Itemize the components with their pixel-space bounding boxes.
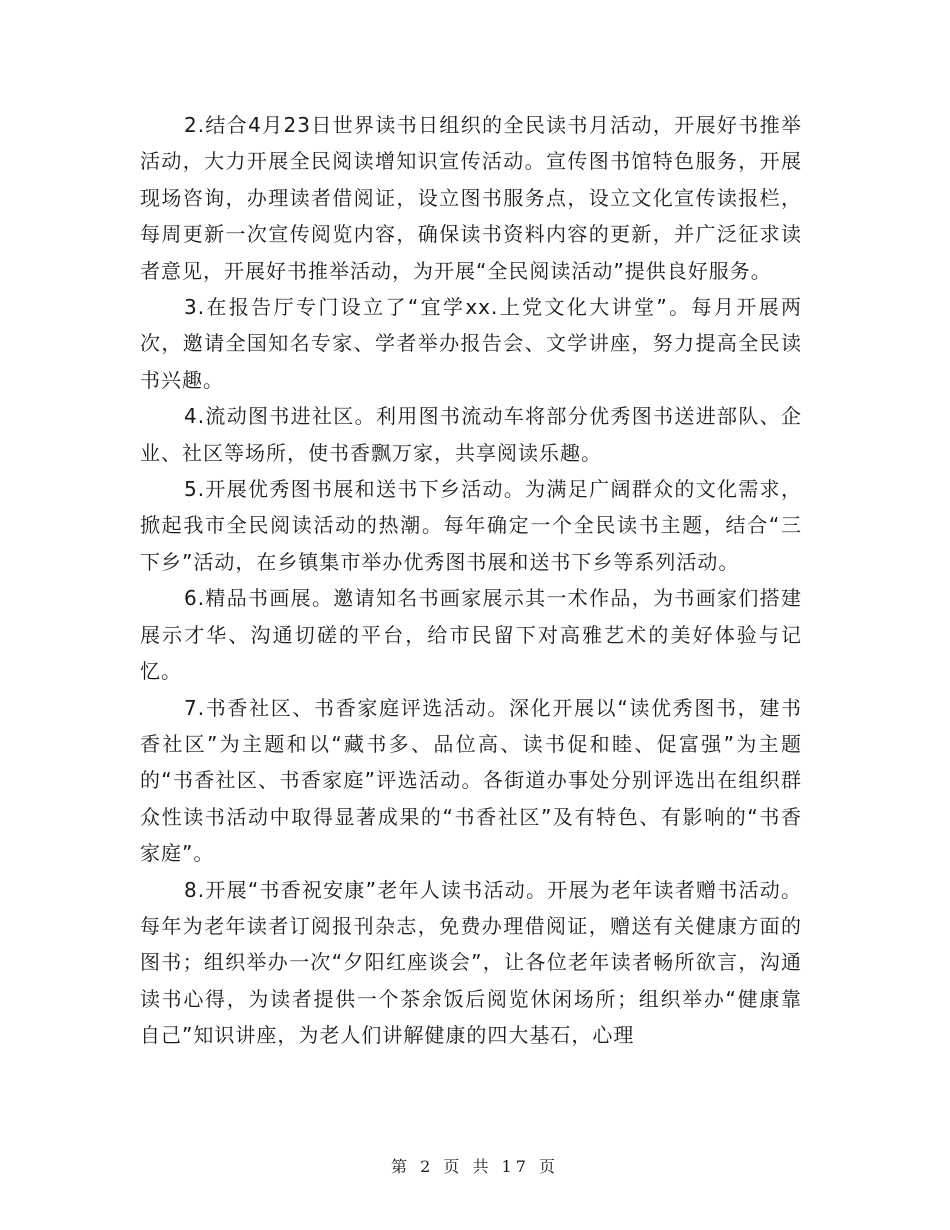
paragraph-item-4: 4.流动图书进社区。利用图书流动车将部分优秀图书送进部队、企业、社区等场所，使书香飘万家，共享阅读乐趣。: [140, 404, 802, 465]
paragraph-item-2: 2.结合4月23日世界读书日组织的全民读书月活动，开展好书推举活动，大力开展全民阅读增知识宣传活动。宣传图书馆特色服务，开展现场咨询，办理读者借阅证，设立图书服务点，设立文化宣传读报栏，每周更新一次宣传阅览内容，确保读书资料内容的更新，并广泛征求读者意见，开展好书推举活动，为开展“全民阅读活动”提供良好服务。: [140, 113, 802, 283]
page-number-footer: 第 2 页 共 17 页: [391, 1157, 559, 1176]
paragraph-item-5: 5.开展优秀图书展和送书下乡活动。为满足广阔群众的文化需求，掀起我市全民阅读活动的热潮。每年确定一个全民读书主题，结合“三下乡”活动，在乡镇集市举办优秀图书展和送书下乡等系列活动。: [140, 477, 802, 574]
paragraph-item-7: 7.书香社区、书香家庭评选活动。深化开展以“读优秀图书，建书香社区”为主题和以“藏书多、品位高、读书促和睦、促富强”为主题的“书香社区、书香家庭”评选活动。各街道办事处分别评选出在组织群众性读书活动中取得显著成果的“书香社区”及有特色、有影响的“书香家庭”。: [140, 695, 802, 866]
paragraph-item-3: 3.在报告厅专门设立了“宜学xx.上党文化大讲堂”。每月开展两次，邀请全国知名专家、学者举办报告会、文学讲座，努力提高全民读书兴趣。: [140, 295, 802, 392]
paragraph-item-6: 6.精品书画展。邀请知名书画家展示其一术作品，为书画家们搭建展示才华、沟通切磋的平台，给市民留下对高雅艺术的美好体验与记忆。: [140, 586, 802, 684]
paragraph-item-8: 8.开展“书香祝安康”老年人读书活动。开展为老年读者赠书活动。每年为老年读者订阅报刊杂志，免费办理借阅证，赠送有关健康方面的图书；组织举办一次“夕阳红座谈会”，让各位老年读者畅所欲言，沟通读书心得，为读者提供一个茶余饭后阅览休闲场所；组织举办“健康靠自己”知识讲座，为老人们讲解健康的四大基石，心理: [140, 877, 802, 1048]
document-body: [140, 107, 802, 1054]
